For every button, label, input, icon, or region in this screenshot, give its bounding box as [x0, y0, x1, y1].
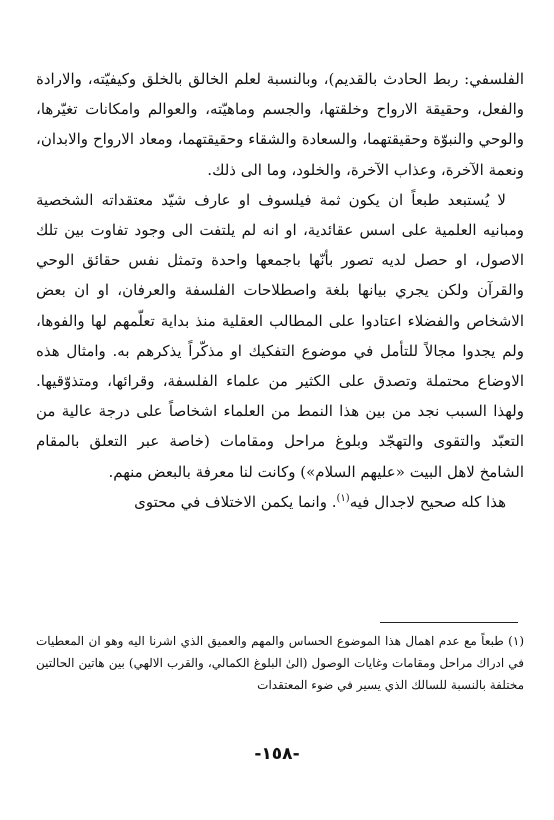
- footnote-divider: [380, 622, 518, 623]
- footnote: (١) طبعاً مع عدم اهمال هذا الموضوع الحساس والمهم والعميق الذي اشرنا اليه وهو ان المعطيات في ادراك مراحل ومقامات وغايات الوصول (الىٰ البلوغ الكمالي، والقرب الالهي) بين هاتين الحالتين مختلفة بالنسبة للسالك الذي يسير في ضوء المعتقدات: [36, 634, 524, 692]
- footnotes: [36, 630, 524, 696]
- page-number: -١٥٨-: [254, 744, 300, 764]
- footnote-reference[interactable]: (١): [336, 492, 350, 504]
- paragraph: [36, 487, 524, 517]
- paragraph: لا يُستبعد طبعاً ان يكون ثمة فيلسوف او عارف شيّد معتقداته الشخصية ومبانيه العلمية على اسس عقائدية، او انه لم يلتفت الى وجود تفاوت بين تلك الاصول، او حصل لديه تصور بأنّها باجمعها واحدة وتمثل نفس حقائق الوحي والقرآن ولكن يجري بيانها بلغة واصطلاحات الفلسفة والعرفان، او ان بعض الاشخاص والفضلاء اعتادوا على المطالب العقلية منذ بداية تعلّمهم لها والفوها، ولم يجدوا مجالاً للتأمل في موضوع التفكيك او مذكّراً يذكرهم به. وامثال هذه الاوضاع محتملة وتصدق على الكثير من علماء الفلسفة، وقرائها، ومتذوّقيها. ولهذا السبب نجد من بين هذا النمط من العلماء اشخاصاً على درجة عالية من التعبّد والتقوى والتهجّد وبلوغ مراحل ومقامات (خاصة عبر التعلق بالمقام الشامخ لاهل البيت «عليهم السلام») وكانت لنا معرفة بالبعض منهم.: [36, 190, 524, 481]
- paragraph-text: . وانما يكمن الاختلاف في محتوى: [134, 492, 337, 511]
- paragraph: الفلسفي: ربط الحادث بالقديم)، وبالنسبة لعلم الخالق بالخلق وكيفيّته، والارادة والفعل، وحقيقة الارواح وخلقتها، والجسم وماهيّته، والعوالم وامكانات تغيّرها، والوحي والنبوّة وحقيقتهما، والسعادة والشقاء وحقيقتهما، ومعاد الارواح والابدان، ونعمة الآخرة، وعذاب الآخرة، والخلود، وما الى ذلك.: [36, 70, 524, 179]
- paragraph-text: هذا كله صحيح لاجدال فيه: [349, 492, 506, 511]
- main-text: [36, 64, 524, 517]
